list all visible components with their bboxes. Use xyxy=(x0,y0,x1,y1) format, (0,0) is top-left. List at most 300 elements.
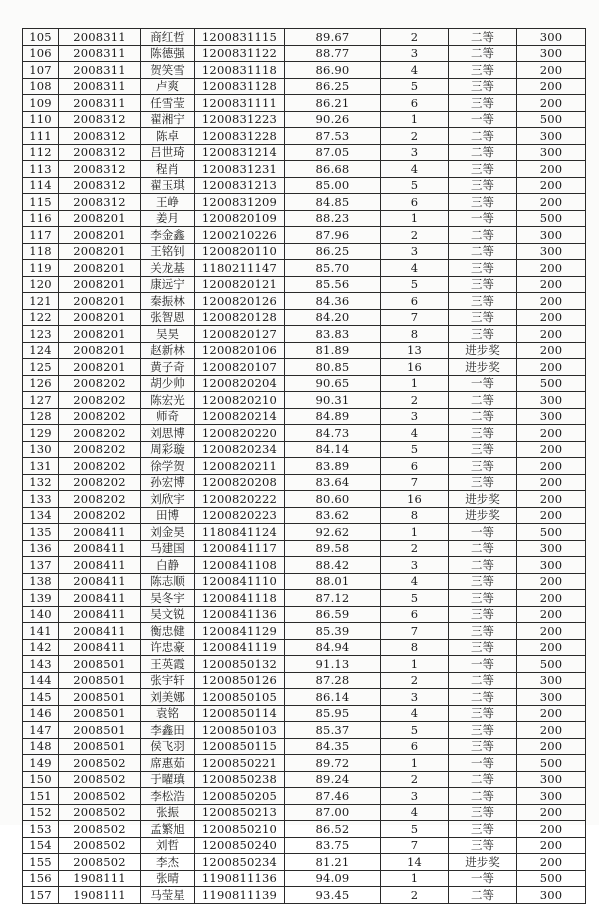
rank-cell: 5 xyxy=(381,276,449,293)
table-row xyxy=(23,474,586,491)
student-id-cell: 1200850240 xyxy=(195,837,285,854)
rank-cell: 1 xyxy=(381,524,449,541)
student-id-cell: 1200820121 xyxy=(195,276,285,293)
table-row xyxy=(23,672,586,689)
name-cell: 孙宏博 xyxy=(141,474,195,491)
amount-cell: 200 xyxy=(517,95,586,112)
score-cell: 86.52 xyxy=(285,821,381,838)
award-level-cell: 三等 xyxy=(449,837,517,854)
row-index-cell: 123 xyxy=(23,326,59,343)
name-cell: 翟湘宁 xyxy=(141,111,195,128)
award-level-cell: 三等 xyxy=(449,804,517,821)
score-cell: 88.23 xyxy=(285,210,381,227)
name-cell: 袁铭 xyxy=(141,705,195,722)
rank-cell: 3 xyxy=(381,788,449,805)
award-level-cell: 三等 xyxy=(449,458,517,475)
score-cell: 84.94 xyxy=(285,639,381,656)
class-cell: 2008502 xyxy=(59,837,141,854)
amount-cell: 300 xyxy=(517,689,586,706)
name-cell: 王铭钊 xyxy=(141,243,195,260)
name-cell: 吕世琦 xyxy=(141,144,195,161)
award-level-cell: 进步奖 xyxy=(449,491,517,508)
table-row xyxy=(23,359,586,376)
award-table-body xyxy=(23,29,586,904)
class-cell: 2008501 xyxy=(59,738,141,755)
rank-cell: 5 xyxy=(381,177,449,194)
rank-cell: 2 xyxy=(381,771,449,788)
amount-cell: 200 xyxy=(517,590,586,607)
class-cell: 2008202 xyxy=(59,441,141,458)
award-level-cell: 二等 xyxy=(449,887,517,904)
name-cell: 田博 xyxy=(141,507,195,524)
award-level-cell: 三等 xyxy=(449,62,517,79)
amount-cell: 200 xyxy=(517,573,586,590)
table-row xyxy=(23,870,586,887)
row-index-cell: 131 xyxy=(23,458,59,475)
name-cell: 吴昊 xyxy=(141,326,195,343)
rank-cell: 5 xyxy=(381,722,449,739)
rank-cell: 5 xyxy=(381,441,449,458)
table-row xyxy=(23,441,586,458)
award-level-cell: 三等 xyxy=(449,276,517,293)
award-level-cell: 二等 xyxy=(449,788,517,805)
student-id-cell: 1200820204 xyxy=(195,375,285,392)
score-cell: 86.68 xyxy=(285,161,381,178)
class-cell: 2008501 xyxy=(59,722,141,739)
amount-cell: 200 xyxy=(517,639,586,656)
row-index-cell: 141 xyxy=(23,623,59,640)
class-cell: 2008502 xyxy=(59,788,141,805)
table-row xyxy=(23,326,586,343)
rank-cell: 4 xyxy=(381,573,449,590)
student-id-cell: 1200820107 xyxy=(195,359,285,376)
name-cell: 席惠茹 xyxy=(141,755,195,772)
score-cell: 92.62 xyxy=(285,524,381,541)
student-id-cell: 1200841118 xyxy=(195,590,285,607)
score-cell: 84.89 xyxy=(285,408,381,425)
row-index-cell: 142 xyxy=(23,639,59,656)
name-cell: 卢爽 xyxy=(141,78,195,95)
student-id-cell: 1200831115 xyxy=(195,29,285,46)
student-id-cell: 1200831118 xyxy=(195,62,285,79)
amount-cell: 200 xyxy=(517,342,586,359)
award-level-cell: 一等 xyxy=(449,111,517,128)
score-cell: 84.35 xyxy=(285,738,381,755)
row-index-cell: 125 xyxy=(23,359,59,376)
row-index-cell: 144 xyxy=(23,672,59,689)
name-cell: 胡少帅 xyxy=(141,375,195,392)
rank-cell: 3 xyxy=(381,243,449,260)
row-index-cell: 117 xyxy=(23,227,59,244)
name-cell: 陈卓 xyxy=(141,128,195,145)
student-id-cell: 1200841129 xyxy=(195,623,285,640)
name-cell: 周彩璇 xyxy=(141,441,195,458)
row-index-cell: 133 xyxy=(23,491,59,508)
amount-cell: 500 xyxy=(517,524,586,541)
student-id-cell: 1200841108 xyxy=(195,557,285,574)
student-id-cell: 1200831209 xyxy=(195,194,285,211)
rank-cell: 5 xyxy=(381,821,449,838)
score-cell: 90.65 xyxy=(285,375,381,392)
row-index-cell: 116 xyxy=(23,210,59,227)
student-id-cell: 1200850132 xyxy=(195,656,285,673)
class-cell: 2008201 xyxy=(59,359,141,376)
row-index-cell: 150 xyxy=(23,771,59,788)
name-cell: 李杰 xyxy=(141,854,195,871)
award-level-cell: 一等 xyxy=(449,210,517,227)
row-index-cell: 106 xyxy=(23,45,59,62)
row-index-cell: 154 xyxy=(23,837,59,854)
row-index-cell: 134 xyxy=(23,507,59,524)
rank-cell: 16 xyxy=(381,359,449,376)
name-cell: 康远宁 xyxy=(141,276,195,293)
award-level-cell: 二等 xyxy=(449,128,517,145)
rank-cell: 3 xyxy=(381,144,449,161)
score-cell: 88.42 xyxy=(285,557,381,574)
score-cell: 88.01 xyxy=(285,573,381,590)
class-cell: 2008501 xyxy=(59,705,141,722)
student-id-cell: 1200820223 xyxy=(195,507,285,524)
table-row xyxy=(23,227,586,244)
score-cell: 87.12 xyxy=(285,590,381,607)
class-cell: 2008311 xyxy=(59,95,141,112)
class-cell: 2008201 xyxy=(59,326,141,343)
amount-cell: 300 xyxy=(517,144,586,161)
name-cell: 王峥 xyxy=(141,194,195,211)
student-id-cell: 1200820214 xyxy=(195,408,285,425)
table-row xyxy=(23,111,586,128)
student-id-cell: 1200831122 xyxy=(195,45,285,62)
award-level-cell: 三等 xyxy=(449,573,517,590)
name-cell: 于曜瑱 xyxy=(141,771,195,788)
row-index-cell: 146 xyxy=(23,705,59,722)
name-cell: 陈德强 xyxy=(141,45,195,62)
rank-cell: 6 xyxy=(381,95,449,112)
row-index-cell: 148 xyxy=(23,738,59,755)
award-level-cell: 三等 xyxy=(449,441,517,458)
row-index-cell: 119 xyxy=(23,260,59,277)
table-row xyxy=(23,689,586,706)
rank-cell: 3 xyxy=(381,45,449,62)
student-id-cell: 1200820127 xyxy=(195,326,285,343)
name-cell: 刘欣宇 xyxy=(141,491,195,508)
award-level-cell: 三等 xyxy=(449,474,517,491)
table-row xyxy=(23,408,586,425)
score-cell: 85.00 xyxy=(285,177,381,194)
student-id-cell: 1200820222 xyxy=(195,491,285,508)
student-id-cell: 1200831213 xyxy=(195,177,285,194)
rank-cell: 2 xyxy=(381,887,449,904)
class-cell: 2008201 xyxy=(59,342,141,359)
name-cell: 吴文锐 xyxy=(141,606,195,623)
table-row xyxy=(23,573,586,590)
name-cell: 衡忠健 xyxy=(141,623,195,640)
score-cell: 86.25 xyxy=(285,78,381,95)
award-level-cell: 二等 xyxy=(449,392,517,409)
student-id-cell: 1200831228 xyxy=(195,128,285,145)
rank-cell: 14 xyxy=(381,854,449,871)
score-cell: 83.62 xyxy=(285,507,381,524)
student-id-cell: 1200841119 xyxy=(195,639,285,656)
table-row xyxy=(23,771,586,788)
student-id-cell: 1200841110 xyxy=(195,573,285,590)
award-level-cell: 三等 xyxy=(449,590,517,607)
class-cell: 2008202 xyxy=(59,425,141,442)
student-id-cell: 1200820126 xyxy=(195,293,285,310)
class-cell: 2008202 xyxy=(59,458,141,475)
row-index-cell: 114 xyxy=(23,177,59,194)
class-cell: 2008411 xyxy=(59,606,141,623)
class-cell: 1908111 xyxy=(59,870,141,887)
score-cell: 89.67 xyxy=(285,29,381,46)
name-cell: 张晴 xyxy=(141,870,195,887)
score-cell: 84.85 xyxy=(285,194,381,211)
table-row xyxy=(23,309,586,326)
class-cell: 2008502 xyxy=(59,771,141,788)
row-index-cell: 151 xyxy=(23,788,59,805)
name-cell: 马莹星 xyxy=(141,887,195,904)
rank-cell: 3 xyxy=(381,408,449,425)
student-id-cell: 1200850238 xyxy=(195,771,285,788)
amount-cell: 300 xyxy=(517,128,586,145)
amount-cell: 500 xyxy=(517,755,586,772)
table-row xyxy=(23,276,586,293)
award-level-cell: 三等 xyxy=(449,293,517,310)
row-index-cell: 135 xyxy=(23,524,59,541)
score-cell: 87.46 xyxy=(285,788,381,805)
amount-cell: 300 xyxy=(517,557,586,574)
name-cell: 赵新林 xyxy=(141,342,195,359)
name-cell: 刘金昊 xyxy=(141,524,195,541)
table-row xyxy=(23,392,586,409)
award-level-cell: 进步奖 xyxy=(449,359,517,376)
score-cell: 80.85 xyxy=(285,359,381,376)
row-index-cell: 127 xyxy=(23,392,59,409)
row-index-cell: 153 xyxy=(23,821,59,838)
name-cell: 张振 xyxy=(141,804,195,821)
table-row xyxy=(23,524,586,541)
amount-cell: 200 xyxy=(517,606,586,623)
amount-cell: 500 xyxy=(517,656,586,673)
name-cell: 贺笑雪 xyxy=(141,62,195,79)
class-cell: 2008202 xyxy=(59,491,141,508)
table-row xyxy=(23,491,586,508)
award-level-cell: 二等 xyxy=(449,557,517,574)
row-index-cell: 138 xyxy=(23,573,59,590)
amount-cell: 300 xyxy=(517,29,586,46)
award-level-cell: 二等 xyxy=(449,29,517,46)
award-level-cell: 一等 xyxy=(449,524,517,541)
rank-cell: 2 xyxy=(381,672,449,689)
class-cell: 2008502 xyxy=(59,821,141,838)
award-level-cell: 二等 xyxy=(449,243,517,260)
award-level-cell: 三等 xyxy=(449,821,517,838)
award-level-cell: 进步奖 xyxy=(449,342,517,359)
award-level-cell: 三等 xyxy=(449,161,517,178)
rank-cell: 1 xyxy=(381,375,449,392)
award-level-cell: 二等 xyxy=(449,672,517,689)
score-cell: 89.58 xyxy=(285,540,381,557)
row-index-cell: 156 xyxy=(23,870,59,887)
class-cell: 2008311 xyxy=(59,29,141,46)
table-row xyxy=(23,639,586,656)
amount-cell: 200 xyxy=(517,62,586,79)
table-row xyxy=(23,62,586,79)
award-level-cell: 二等 xyxy=(449,45,517,62)
award-level-cell: 三等 xyxy=(449,738,517,755)
award-level-cell: 三等 xyxy=(449,623,517,640)
row-index-cell: 111 xyxy=(23,128,59,145)
class-cell: 2008201 xyxy=(59,293,141,310)
score-cell: 85.39 xyxy=(285,623,381,640)
student-id-cell: 1200850105 xyxy=(195,689,285,706)
score-cell: 85.95 xyxy=(285,705,381,722)
row-index-cell: 113 xyxy=(23,161,59,178)
student-id-cell: 1180211147 xyxy=(195,260,285,277)
score-cell: 81.89 xyxy=(285,342,381,359)
rank-cell: 6 xyxy=(381,293,449,310)
student-id-cell: 1200820109 xyxy=(195,210,285,227)
class-cell: 2008311 xyxy=(59,45,141,62)
name-cell: 许忠豪 xyxy=(141,639,195,656)
rank-cell: 3 xyxy=(381,557,449,574)
name-cell: 姜月 xyxy=(141,210,195,227)
table-row xyxy=(23,260,586,277)
class-cell: 2008201 xyxy=(59,227,141,244)
student-id-cell: 1200850115 xyxy=(195,738,285,755)
student-id-cell: 1200850210 xyxy=(195,821,285,838)
row-index-cell: 130 xyxy=(23,441,59,458)
rank-cell: 16 xyxy=(381,491,449,508)
rank-cell: 2 xyxy=(381,392,449,409)
amount-cell: 200 xyxy=(517,474,586,491)
table-row xyxy=(23,623,586,640)
score-cell: 89.24 xyxy=(285,771,381,788)
amount-cell: 200 xyxy=(517,854,586,871)
row-index-cell: 121 xyxy=(23,293,59,310)
name-cell: 黄子奇 xyxy=(141,359,195,376)
score-cell: 86.21 xyxy=(285,95,381,112)
amount-cell: 200 xyxy=(517,705,586,722)
class-cell: 2008202 xyxy=(59,375,141,392)
row-index-cell: 143 xyxy=(23,656,59,673)
name-cell: 吴冬宇 xyxy=(141,590,195,607)
amount-cell: 200 xyxy=(517,507,586,524)
rank-cell: 5 xyxy=(381,78,449,95)
table-row xyxy=(23,738,586,755)
name-cell: 侯飞羽 xyxy=(141,738,195,755)
student-id-cell: 1200210226 xyxy=(195,227,285,244)
class-cell: 2008411 xyxy=(59,573,141,590)
amount-cell: 200 xyxy=(517,309,586,326)
student-id-cell: 1200850221 xyxy=(195,755,285,772)
name-cell: 程肖 xyxy=(141,161,195,178)
amount-cell: 300 xyxy=(517,887,586,904)
class-cell: 2008312 xyxy=(59,161,141,178)
row-index-cell: 120 xyxy=(23,276,59,293)
award-level-cell: 三等 xyxy=(449,78,517,95)
name-cell: 徐学贺 xyxy=(141,458,195,475)
award-level-cell: 三等 xyxy=(449,326,517,343)
name-cell: 刘美娜 xyxy=(141,689,195,706)
student-id-cell: 1200831128 xyxy=(195,78,285,95)
class-cell: 1908111 xyxy=(59,887,141,904)
award-level-cell: 三等 xyxy=(449,639,517,656)
student-id-cell: 1200820208 xyxy=(195,474,285,491)
student-id-cell: 1200831223 xyxy=(195,111,285,128)
class-cell: 2008411 xyxy=(59,623,141,640)
amount-cell: 300 xyxy=(517,540,586,557)
table-row xyxy=(23,656,586,673)
student-id-cell: 1190811139 xyxy=(195,887,285,904)
amount-cell: 200 xyxy=(517,491,586,508)
table-row xyxy=(23,887,586,904)
amount-cell: 500 xyxy=(517,111,586,128)
student-id-cell: 1200820220 xyxy=(195,425,285,442)
name-cell: 关龙基 xyxy=(141,260,195,277)
table-row xyxy=(23,161,586,178)
rank-cell: 13 xyxy=(381,342,449,359)
class-cell: 2008202 xyxy=(59,474,141,491)
score-cell: 91.13 xyxy=(285,656,381,673)
amount-cell: 300 xyxy=(517,672,586,689)
row-index-cell: 157 xyxy=(23,887,59,904)
class-cell: 2008312 xyxy=(59,194,141,211)
row-index-cell: 132 xyxy=(23,474,59,491)
table-row xyxy=(23,194,586,211)
amount-cell: 500 xyxy=(517,210,586,227)
class-cell: 2008202 xyxy=(59,507,141,524)
score-cell: 94.09 xyxy=(285,870,381,887)
rank-cell: 8 xyxy=(381,507,449,524)
rank-cell: 4 xyxy=(381,425,449,442)
name-cell: 任雪莹 xyxy=(141,95,195,112)
student-id-cell: 1200831111 xyxy=(195,95,285,112)
row-index-cell: 105 xyxy=(23,29,59,46)
amount-cell: 200 xyxy=(517,78,586,95)
award-table xyxy=(22,28,586,904)
row-index-cell: 145 xyxy=(23,689,59,706)
score-cell: 83.83 xyxy=(285,326,381,343)
rank-cell: 1 xyxy=(381,210,449,227)
row-index-cell: 147 xyxy=(23,722,59,739)
rank-cell: 3 xyxy=(381,689,449,706)
student-id-cell: 1200831231 xyxy=(195,161,285,178)
class-cell: 2008201 xyxy=(59,276,141,293)
score-cell: 87.28 xyxy=(285,672,381,689)
row-index-cell: 118 xyxy=(23,243,59,260)
score-cell: 90.26 xyxy=(285,111,381,128)
name-cell: 李金鑫 xyxy=(141,227,195,244)
student-id-cell: 1200850103 xyxy=(195,722,285,739)
row-index-cell: 136 xyxy=(23,540,59,557)
score-cell: 83.64 xyxy=(285,474,381,491)
student-id-cell: 1200820128 xyxy=(195,309,285,326)
amount-cell: 200 xyxy=(517,359,586,376)
row-index-cell: 110 xyxy=(23,111,59,128)
amount-cell: 200 xyxy=(517,458,586,475)
score-cell: 87.96 xyxy=(285,227,381,244)
student-id-cell: 1200841117 xyxy=(195,540,285,557)
award-level-cell: 进步奖 xyxy=(449,854,517,871)
name-cell: 王英霞 xyxy=(141,656,195,673)
rank-cell: 1 xyxy=(381,870,449,887)
class-cell: 2008411 xyxy=(59,639,141,656)
score-cell: 84.36 xyxy=(285,293,381,310)
award-level-cell: 二等 xyxy=(449,227,517,244)
student-id-cell: 1180841124 xyxy=(195,524,285,541)
name-cell: 秦振林 xyxy=(141,293,195,310)
